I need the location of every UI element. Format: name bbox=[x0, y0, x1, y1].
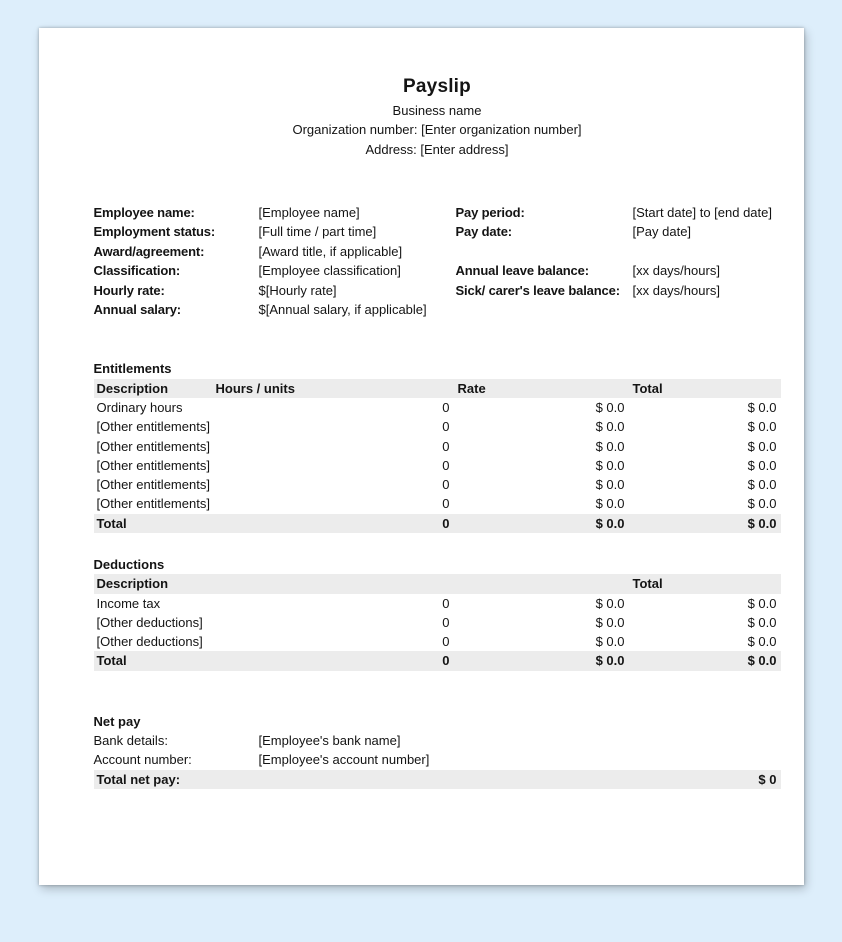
info-row-annual-leave-balance bbox=[456, 261, 781, 280]
cell-hours: 0 bbox=[442, 419, 450, 435]
column-header-blank bbox=[216, 574, 454, 593]
employee-info-section bbox=[94, 203, 781, 319]
cell-hours: 0 bbox=[442, 477, 450, 493]
deductions-heading: Deductions bbox=[93, 557, 165, 572]
info-row-annual-salary bbox=[94, 300, 456, 319]
cell-hours: 0 bbox=[442, 438, 450, 454]
info-value: [Award title, if applicable] bbox=[258, 243, 403, 259]
cell-description: [Other entitlements] bbox=[96, 457, 210, 473]
total-net-pay-label: Total net pay: bbox=[96, 771, 181, 787]
cell-hours: 0 bbox=[442, 457, 450, 473]
info-label: Annual leave balance: bbox=[455, 263, 589, 279]
net-pay-row-account-number bbox=[94, 750, 781, 769]
net-pay-row-bank-details bbox=[94, 731, 781, 750]
total-hours: 0 bbox=[442, 653, 450, 669]
column-header-description: Description bbox=[96, 380, 169, 396]
business-name: Business name bbox=[392, 103, 482, 118]
info-value: $[Annual salary, if applicable] bbox=[258, 301, 427, 317]
entitlements-heading: Entitlements bbox=[93, 361, 172, 377]
info-label: Pay date: bbox=[455, 224, 512, 240]
cell-rate: $ 0.0 bbox=[595, 595, 625, 611]
cell-hours: 0 bbox=[442, 595, 450, 611]
employee-info-right-column bbox=[456, 203, 781, 319]
info-label: Classification: bbox=[93, 263, 181, 279]
deductions-header-row bbox=[94, 574, 781, 593]
entitlements-section bbox=[94, 359, 781, 533]
cell-hours: 0 bbox=[442, 496, 450, 512]
total-amount: $ 0.0 bbox=[747, 653, 777, 669]
info-row-hourly-rate bbox=[94, 281, 456, 300]
cell-total: $ 0.0 bbox=[747, 634, 777, 650]
page-title: Payslip bbox=[403, 76, 471, 97]
cell-rate: $ 0.0 bbox=[595, 496, 625, 512]
info-value: $[Hourly rate] bbox=[258, 282, 337, 298]
info-value: [xx days/hours] bbox=[632, 263, 720, 279]
table-row bbox=[94, 494, 781, 513]
column-header-total: Total bbox=[632, 380, 663, 396]
cell-total: $ 0.0 bbox=[747, 595, 777, 611]
organization-number-line: Organization number: [Enter organization number] bbox=[292, 122, 582, 138]
deductions-total-row bbox=[94, 651, 781, 670]
cell-description: [Other entitlements] bbox=[96, 496, 210, 512]
info-row-pay-period bbox=[456, 203, 781, 222]
cell-total: $ 0.0 bbox=[747, 496, 777, 512]
cell-description: [Other entitlements] bbox=[96, 438, 210, 454]
cell-rate: $ 0.0 bbox=[595, 438, 625, 454]
page-content bbox=[39, 28, 804, 789]
net-pay-section bbox=[94, 712, 781, 789]
entitlements-header-row bbox=[94, 379, 781, 398]
cell-total: $ 0.0 bbox=[747, 477, 777, 493]
info-label: Bank details: bbox=[93, 733, 168, 749]
total-label: Total bbox=[96, 653, 127, 669]
info-row-pay-date bbox=[456, 222, 781, 241]
cell-rate: $ 0.0 bbox=[595, 457, 625, 473]
document-header bbox=[94, 73, 781, 159]
info-label: Hourly rate: bbox=[93, 282, 165, 298]
info-value: [Start date] to [end date] bbox=[632, 204, 772, 220]
column-header-hours-units: Hours / units bbox=[215, 380, 295, 396]
cell-description: [Other deductions] bbox=[96, 614, 203, 630]
info-label: Annual salary: bbox=[93, 301, 181, 317]
cell-rate: $ 0.0 bbox=[595, 634, 625, 650]
cell-total: $ 0.0 bbox=[747, 419, 777, 435]
table-row bbox=[94, 613, 781, 632]
info-label: Pay period: bbox=[455, 204, 525, 220]
info-label bbox=[456, 242, 633, 261]
cell-description: [Other deductions] bbox=[96, 634, 203, 650]
column-header-total: Total bbox=[632, 576, 663, 592]
info-value: [Employee's bank name] bbox=[258, 733, 401, 749]
column-header-description: Description bbox=[96, 576, 169, 592]
net-pay-heading: Net pay bbox=[93, 713, 141, 729]
cell-rate: $ 0.0 bbox=[595, 399, 625, 415]
address-line: Address: [Enter address] bbox=[365, 141, 509, 157]
cell-hours: 0 bbox=[442, 614, 450, 630]
total-label: Total bbox=[96, 515, 127, 531]
info-row-classification bbox=[94, 261, 456, 280]
info-row-employment-status bbox=[94, 222, 456, 241]
cell-description: Ordinary hours bbox=[96, 399, 183, 415]
info-value: [Employee classification] bbox=[258, 263, 401, 279]
column-header-rate: Rate bbox=[457, 380, 486, 396]
table-row bbox=[94, 475, 781, 494]
cell-description: [Other entitlements] bbox=[96, 419, 210, 435]
cell-hours: 0 bbox=[442, 634, 450, 650]
cell-total: $ 0.0 bbox=[747, 399, 777, 415]
info-value: [Pay date] bbox=[632, 224, 692, 240]
info-row-employee-name bbox=[94, 203, 456, 222]
info-value: [Employee's account number] bbox=[258, 752, 430, 768]
cell-rate: $ 0.0 bbox=[595, 477, 625, 493]
cell-rate: $ 0.0 bbox=[595, 419, 625, 435]
deductions-section bbox=[94, 555, 781, 671]
cell-rate: $ 0.0 bbox=[595, 614, 625, 630]
info-label: Award/agreement: bbox=[93, 243, 205, 259]
info-value: [Employee name] bbox=[258, 204, 360, 220]
employee-info-left-column bbox=[94, 203, 456, 319]
table-row bbox=[94, 594, 781, 613]
cell-total: $ 0.0 bbox=[747, 614, 777, 630]
info-value: [xx days/hours] bbox=[632, 282, 720, 298]
info-value: [Full time / part time] bbox=[258, 224, 377, 240]
total-hours: 0 bbox=[442, 515, 450, 531]
cell-description: Income tax bbox=[96, 595, 161, 611]
info-label: Sick/ carer's leave balance: bbox=[455, 282, 620, 298]
entitlements-total-row bbox=[94, 514, 781, 533]
table-row bbox=[94, 398, 781, 417]
info-row-award-agreement bbox=[94, 242, 456, 261]
cell-hours: 0 bbox=[442, 399, 450, 415]
total-amount: $ 0.0 bbox=[747, 515, 777, 531]
table-row bbox=[94, 437, 781, 456]
table-row bbox=[94, 417, 781, 436]
payslip-page bbox=[39, 28, 804, 885]
table-row bbox=[94, 632, 781, 651]
column-header-blank bbox=[454, 574, 629, 593]
total-net-pay-row bbox=[94, 770, 781, 789]
info-label: Account number: bbox=[93, 752, 192, 768]
table-row bbox=[94, 456, 781, 475]
cell-total: $ 0.0 bbox=[747, 438, 777, 454]
info-row-sick-leave-balance bbox=[456, 281, 781, 300]
info-row-spacer bbox=[456, 242, 781, 261]
total-rate: $ 0.0 bbox=[595, 515, 625, 531]
cell-description: [Other entitlements] bbox=[96, 477, 210, 493]
total-rate: $ 0.0 bbox=[595, 653, 625, 669]
info-label: Employment status: bbox=[93, 224, 216, 240]
total-net-pay-value: $ 0 bbox=[758, 771, 777, 787]
info-label: Employee name: bbox=[93, 204, 195, 220]
cell-total: $ 0.0 bbox=[747, 457, 777, 473]
